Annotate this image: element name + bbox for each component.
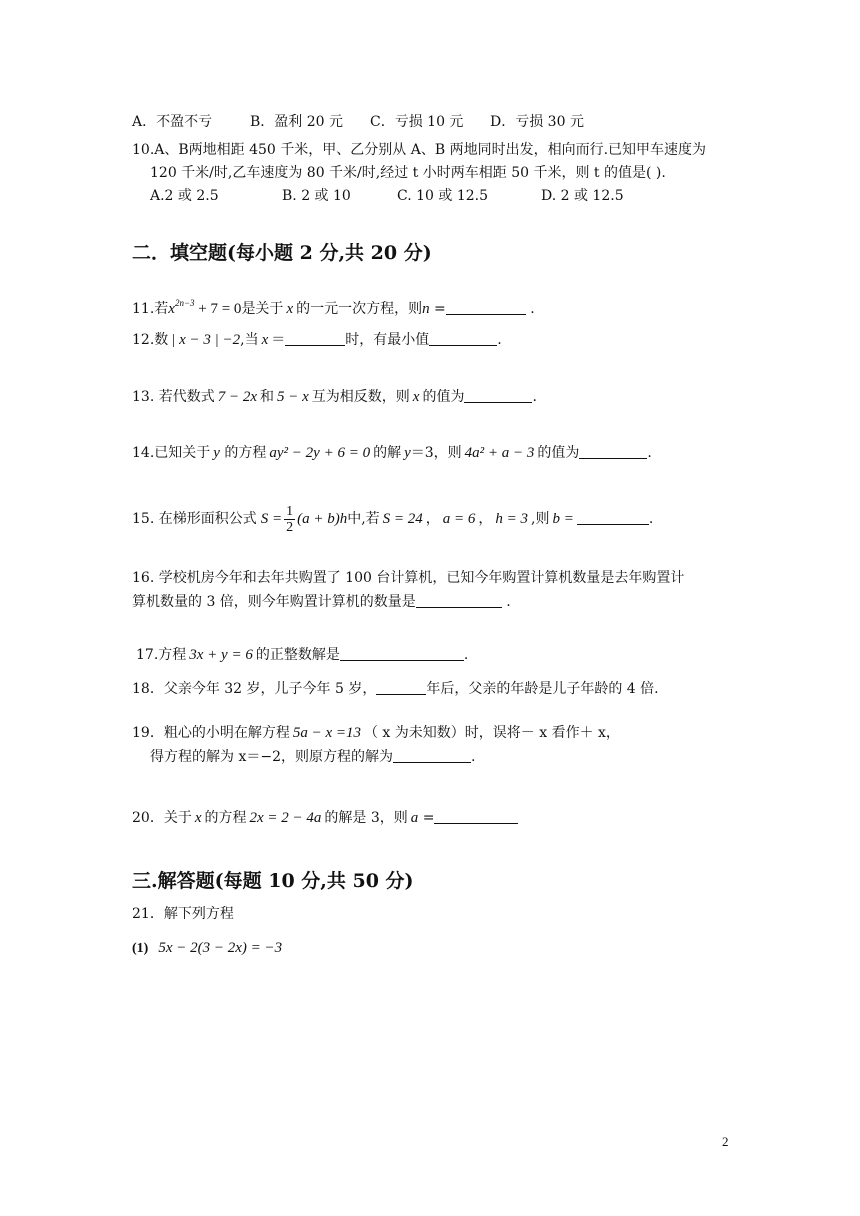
q15-answer-blank[interactable] bbox=[577, 509, 649, 525]
q19-line2: 得方程的解为 x＝−2，则原方程的解为 . bbox=[150, 749, 476, 765]
q10-option-b: B. 2 或 10 bbox=[282, 188, 351, 204]
question-13: 13. 若代数式 7 − 2x 和 5 − x 互为相反数，则 x 的值为 . bbox=[132, 389, 537, 405]
q18-answer-blank[interactable] bbox=[376, 679, 426, 695]
q14-answer-blank[interactable] bbox=[579, 443, 647, 459]
q21-part-1: (1) 5x − 2(3 − 2x) = −3 bbox=[132, 940, 283, 956]
q16-line2: 算机数量的 3 倍，则今年购置计算机的数量是 . bbox=[132, 594, 511, 610]
q10-option-c: C. 10 或 12.5 bbox=[397, 188, 488, 204]
question-15: 15. 在梯形面积公式 S = $\frac{1}{2}$ (a + b)h中,若 S = 24 ， a = 6 ， h = 3 ,则 b = . bbox=[132, 503, 654, 535]
q9-option-a: A．不盈不亏 bbox=[132, 114, 213, 130]
page-number: 2 bbox=[722, 1134, 729, 1149]
question-12: 12.数 | x − 3 | −2,当 x ＝ 时，有最小值 . bbox=[132, 332, 502, 348]
q11-answer-blank[interactable] bbox=[446, 299, 526, 315]
q21-title: 21．解下列方程 bbox=[132, 906, 234, 922]
fraction-one-half: $\frac{1}{2}$ bbox=[286, 503, 294, 535]
q9-options bbox=[132, 112, 584, 132]
section-2-title: 二．填空题(每小题 2 分,共 20 分) bbox=[132, 242, 432, 264]
q19-line1: 19．粗心的小明在解方程 5a − x =13 （ x 为未知数）时，误将－ x 看作＋ x， bbox=[132, 725, 620, 741]
question-14: 14.已知关于 y 的方程 ay² − 2y + 6 = 0 的解 y＝3，则 4a² + a − 3 的值为 . bbox=[132, 445, 652, 461]
q10-option-d: D. 2 或 12.5 bbox=[541, 188, 624, 204]
q16-answer-blank[interactable] bbox=[416, 592, 502, 608]
section-3-title: 三.解答题(每题 10 分,共 50 分) bbox=[132, 870, 414, 892]
q10-line2: 120 千米/时,乙车速度为 80 千米/时,经过 t 小时两车相距 50 千米，则 t 的值是( ). bbox=[150, 165, 666, 181]
q19-answer-blank[interactable] bbox=[393, 747, 471, 763]
question-11: 11.若$x^{2n-3} + 7 = 0$是关于 x 的一元一次方程，则n = . bbox=[132, 298, 535, 317]
q9-option-b: B．盈利 20 元 bbox=[250, 114, 344, 130]
q20-answer-blank[interactable] bbox=[434, 808, 518, 824]
q10-options bbox=[150, 186, 624, 206]
q12-answer-blank-1[interactable] bbox=[285, 330, 345, 346]
question-18: 18．父亲今年 32 岁，儿子今年 5 岁， 年后，父亲的年龄是儿子年龄的 4 倍. bbox=[132, 681, 659, 697]
q10-line1: 10.A、B两地相距 450 千米，甲、乙分别从 A、B 两地同时出发，相向而行.已知甲车速度为 bbox=[132, 142, 707, 158]
q9-option-c: C．亏损 10 元 bbox=[370, 114, 464, 130]
q16-line1: 16. 学校机房今年和去年共购置了 100 台计算机，已知今年购置计算机数量是去年购置计 bbox=[132, 570, 685, 586]
q9-option-d: D．亏损 30 元 bbox=[490, 114, 584, 130]
q12-answer-blank-2[interactable] bbox=[429, 330, 497, 346]
question-17: 17.方程 3x + y = 6 的正整数解是 . bbox=[136, 647, 469, 663]
question-20: 20．关于 x 的方程 2x = 2 − 4a 的解是 3，则 a = bbox=[132, 808, 518, 828]
q10-option-a: A.2 或 2.5 bbox=[150, 188, 219, 204]
q17-answer-blank[interactable] bbox=[340, 645, 464, 661]
q13-answer-blank[interactable] bbox=[464, 387, 532, 403]
